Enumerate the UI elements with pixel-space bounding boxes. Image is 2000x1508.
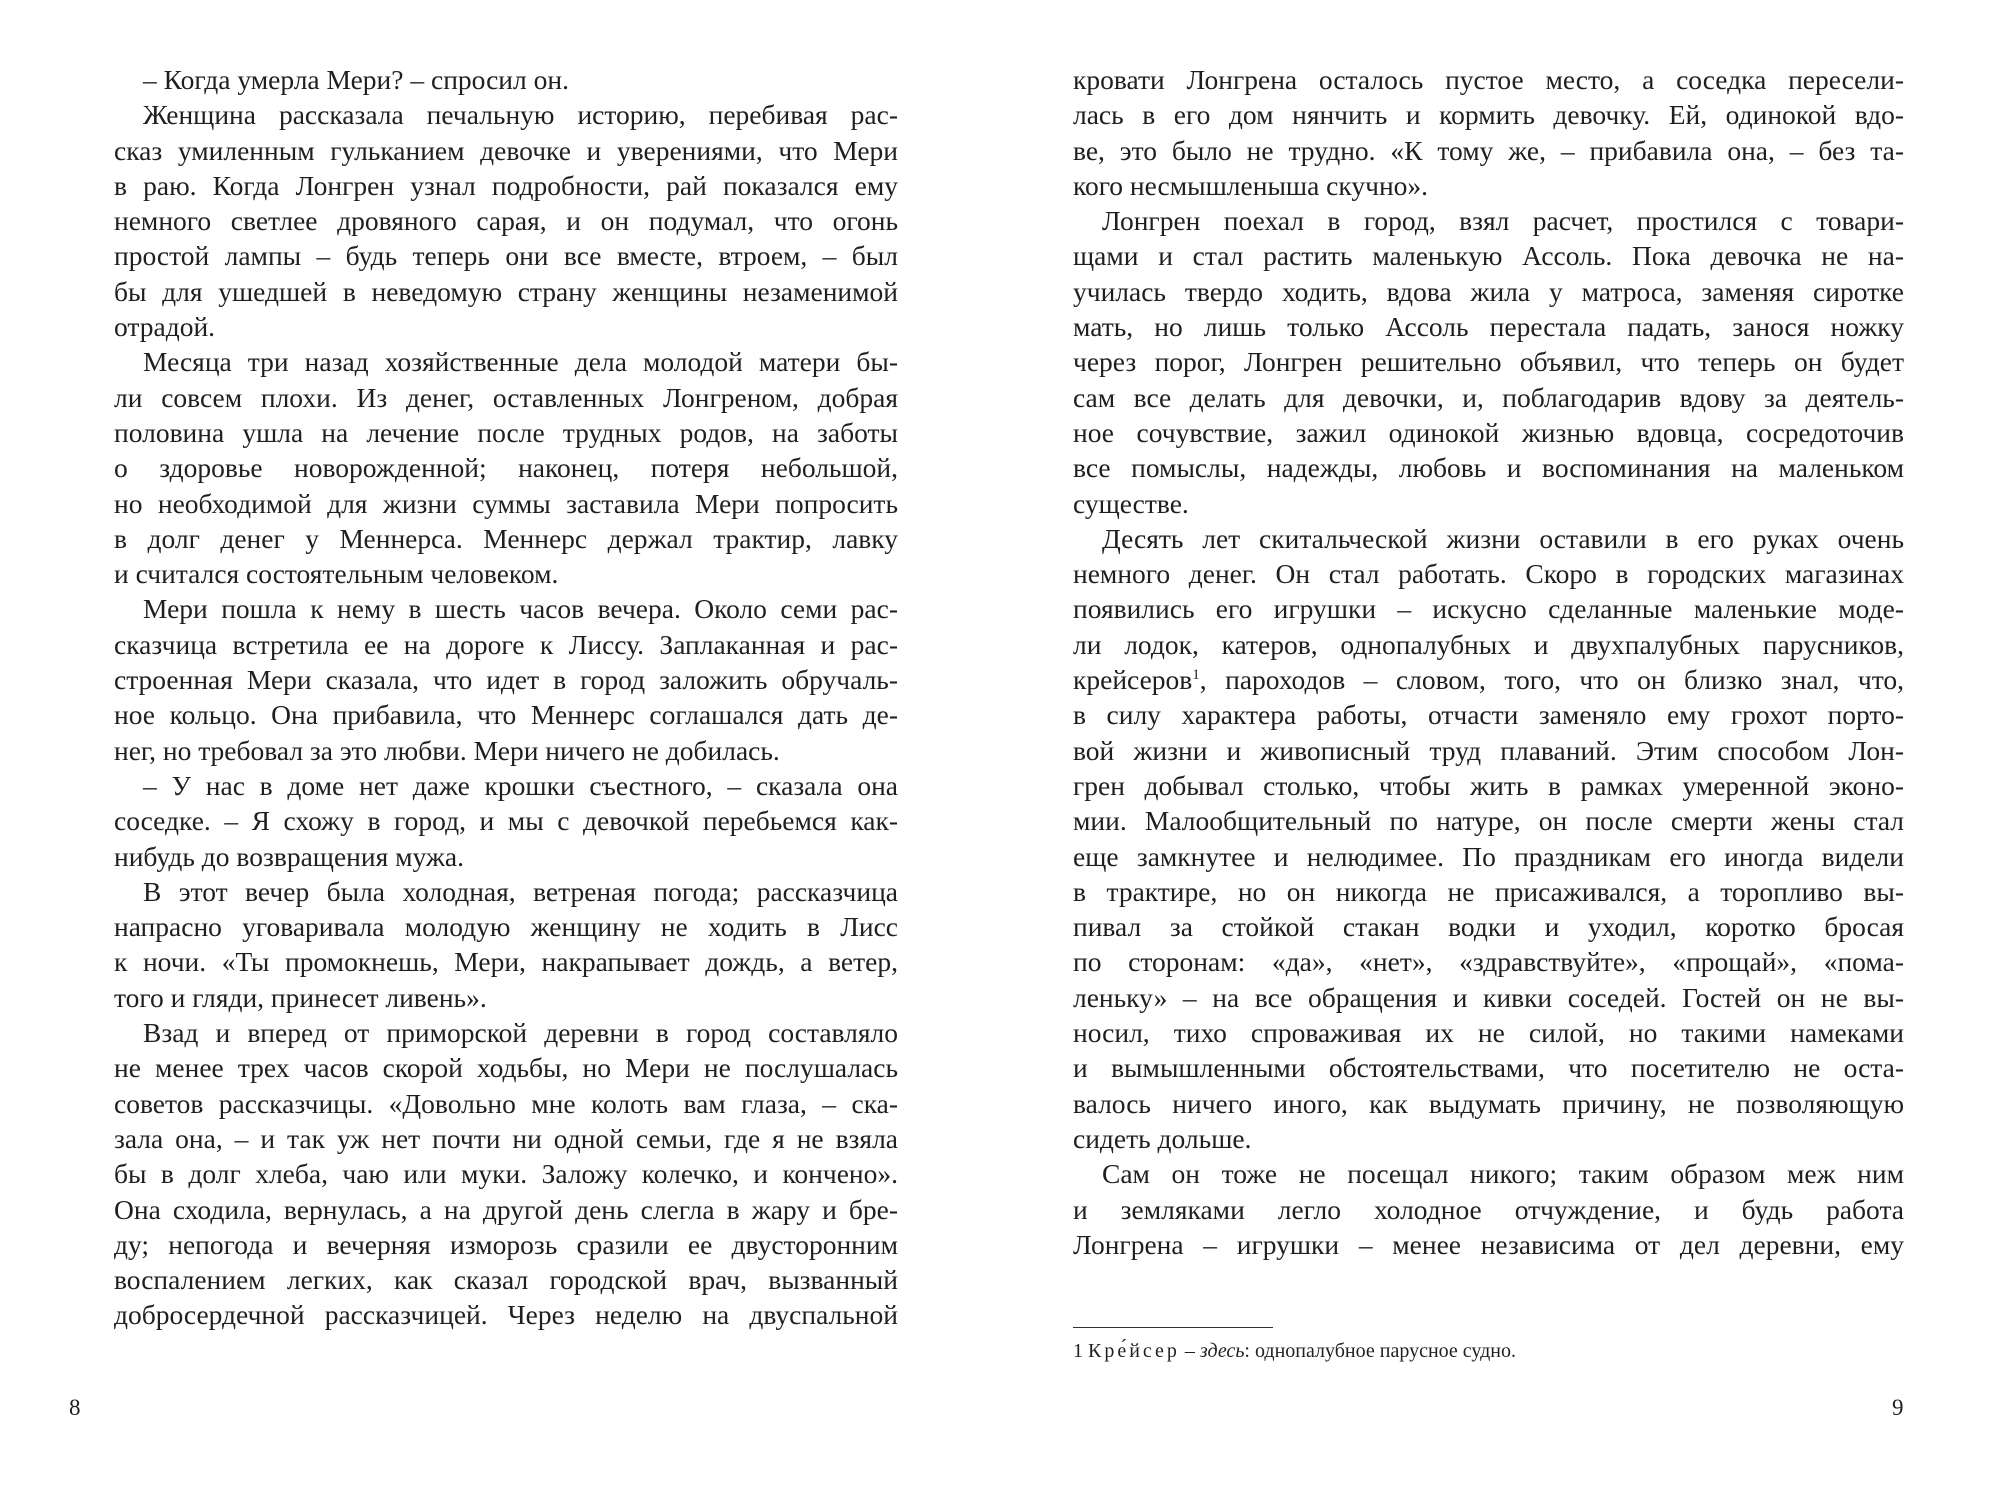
text-line: не менее трех часов скорой ходьбы, но Мери не послушалась <box>114 1052 898 1084</box>
text-line: немного денег. Он стал работать. Скоро в городских магазинах <box>1073 558 1904 590</box>
text-line: ное сочувствие, зажил одинокой жизнью вдовца, сосредоточив <box>1073 416 1904 448</box>
text-line: Лонгрен поехал в город, взял расчет, простился с товари- <box>1102 205 1904 237</box>
text-line: валось ничего иного, как выдумать причину, не позволяющую <box>1073 1087 1904 1119</box>
text-line: Она сходила, вернулась, а на другой день слегла в жару и бре- <box>114 1193 898 1225</box>
text-fragment: , пароходов – словом, того, что он близко знал, что, <box>1199 664 1904 696</box>
text-line: кого несмышленыша скучно». <box>1073 169 1429 201</box>
text-line: половина ушла на лечение после трудных родов, на заботы <box>114 416 898 448</box>
text-line: в трактире, но он никогда не присаживался, а торопливо вы- <box>1073 875 1904 907</box>
text-line: и считался состоятельным человеком. <box>114 558 559 590</box>
text-line: отрадой. <box>114 311 216 343</box>
text-line: нибудь до возвращения мужа. <box>114 840 464 872</box>
text-line: через порог, Лонгрен решительно объявил, что теперь он будет <box>1073 346 1904 378</box>
text-line: ве, это было не трудно. «К тому же, – прибавила она, – без та- <box>1073 134 1904 166</box>
text-line: В этот вечер была холодная, ветреная погода; рассказчица <box>143 875 898 907</box>
left-page-number: 8 <box>69 1395 81 1420</box>
text-line: носил, тихо спроваживая их не силой, но такими намеками <box>1073 1017 1904 1049</box>
text-fragment: крейсеров <box>1073 664 1193 696</box>
text-line: и земляками легло холодное отчуждение, и будь работа <box>1073 1193 1904 1225</box>
text-line: еще замкнутее и нелюдимее. По праздникам его иногда видели <box>1073 840 1904 872</box>
text-line: Месяца три назад хозяйственные дела молодой матери бы- <box>143 346 898 378</box>
text-line: немного светлее дровяного сарая, и он подумал, что огонь <box>114 205 898 237</box>
text-line: в раю. Когда Лонгрен узнал подробности, рай показался ему <box>114 169 898 201</box>
text-line: воспалением легких, как сказал городской врач, вызванный <box>114 1264 898 1296</box>
text-line: по сторонам: «да», «нет», «здравствуйте», «прощай», «пома- <box>1073 946 1904 978</box>
footnote-marker: 1 <box>1073 1340 1083 1362</box>
text-line: ли совсем плохи. Из денег, оставленных Лонгреном, добрая <box>114 381 898 413</box>
text-line: к ночи. «Ты промокнешь, Мери, накрапывает дождь, а ветер, <box>114 946 898 978</box>
text-line: пивал за стойкой стакан водки и уходил, коротко бросая <box>1073 911 1904 943</box>
text-line: Женщина рассказала печальную историю, перебивая рас- <box>143 99 898 131</box>
text-line: леньку» – на все обращения и кивки соседей. Гостей он не вы- <box>1073 981 1904 1013</box>
text-line: и вымышленными обстоятельствами, что посетителю не оста- <box>1073 1052 1904 1084</box>
footnote-dash: – <box>1179 1340 1200 1362</box>
footnote-definition: : однопалубное парусное судно. <box>1244 1340 1517 1362</box>
text-line <box>1073 662 1904 697</box>
text-line: Сам он тоже не посещал никого; таким образом меж ним <box>1102 1158 1904 1190</box>
text-line: Взад и вперед от приморской деревни в город составляло <box>143 1017 898 1049</box>
text-line: Мери пошла к нему в шесть часов вечера. Около семи рас- <box>143 593 898 625</box>
footnote-term: Кре́йсер <box>1088 1340 1180 1362</box>
text-line: мии. Малообщительный по натуре, он после смерти жены стал <box>1073 805 1904 837</box>
text-line: о здоровье новорожденной; наконец, потеря небольшой, <box>114 452 898 484</box>
text-line: в силу характера работы, отчасти заменяло ему грохот порто- <box>1073 699 1904 731</box>
text-line: сказ умиленным гульканием девочке и уверениями, что Мери <box>114 134 898 166</box>
text-line: – Когда умерла Мери? – спросил он. <box>143 64 569 95</box>
footnote-qualifier: здесь <box>1199 1340 1245 1362</box>
left-page-text <box>114 62 898 1333</box>
text-line: простой лампы – будь теперь они все вместе, втроем, – был <box>114 240 898 272</box>
text-line: мать, но лишь только Ассоль перестала падать, занося ножку <box>1073 311 1904 343</box>
text-line: Лонгрена – игрушки – менее независима от дел деревни, ему <box>1073 1228 1904 1260</box>
text-line: грен добывал столько, чтобы жить в рамках умеренной эконо- <box>1073 769 1904 801</box>
text-line: напрасно уговаривала молодую женщину не ходить в Лисс <box>114 911 898 943</box>
text-line: щами и стал растить маленькую Ассоль. Пока девочка не на- <box>1073 240 1904 272</box>
text-line: вой жизни и живописный труд плаваний. Этим способом Лон- <box>1073 734 1904 766</box>
text-line: Десять лет скитальческой жизни оставили в его руках очень <box>1102 522 1904 554</box>
text-line: лась в его дом нянчить и кормить девочку. Ей, одинокой вдо- <box>1073 99 1904 131</box>
text-line: бы для ушедшей в неведомую страну женщины незаменимой <box>114 275 898 307</box>
text-line: зала она, – и так уж нет почти ни одной семьи, где я не взяла <box>114 1122 898 1154</box>
text-line: бы в долг хлеба, чаю или муки. Заложу колечко, и кончено». <box>114 1158 898 1190</box>
text-line: ду; непогода и вечерняя изморозь сразили ее двусторонним <box>114 1228 898 1260</box>
footnote-rule <box>1073 1327 1273 1328</box>
right-page-number: 9 <box>1892 1395 1904 1420</box>
text-line: все помыслы, надежды, любовь и воспоминания на маленьком <box>1073 452 1904 484</box>
text-line: кровати Лонгрена осталось пустое место, а соседка пересели- <box>1073 64 1904 95</box>
text-line: того и гляди, принесет ливень». <box>114 981 487 1013</box>
text-line: советов рассказчицы. «Довольно мне колоть вам глаза, – ска- <box>114 1087 898 1119</box>
text-line: сидеть дольше. <box>1073 1122 1252 1154</box>
text-line: появились его игрушки – искусно сделанные маленькие моде- <box>1073 593 1904 625</box>
text-line: сам все делать для девочки, и, поблагодарив вдову за деятель- <box>1073 381 1904 413</box>
text-line: сказчица встретила ее на дороге к Лиссу. Заплаканная и рас- <box>114 628 898 660</box>
text-line: ли лодок, катеров, однопалубных и двухпалубных парусников, <box>1073 628 1904 660</box>
text-line: ное кольцо. Она прибавила, что Меннерс соглашался дать де- <box>114 699 898 731</box>
text-line: добросердечной рассказчицей. Через неделю на двуспальной <box>114 1299 898 1331</box>
right-page-text <box>1073 62 1904 1262</box>
text-line: соседке. – Я схожу в город, и мы с девочкой перебьемся как- <box>114 805 898 837</box>
text-line: но необходимой для жизни суммы заставила Мери попросить <box>114 487 898 519</box>
footnote <box>1073 1340 1516 1363</box>
text-line: нег, но требовал за это любви. Мери ничего не добилась. <box>114 734 780 766</box>
text-line: в долг денег у Меннерса. Меннерс держал трактир, лавку <box>114 522 898 554</box>
text-line: строенная Мери сказала, что идет в город заложить обручаль- <box>114 664 898 696</box>
text-line: существе. <box>1073 487 1189 519</box>
text-line: – У нас в доме нет даже крошки съестного, – сказала она <box>143 769 898 801</box>
footnote-reference: 1 <box>1192 667 1200 684</box>
text-line: училась твердо ходить, вдова жила у матроса, заменяя сиротке <box>1073 275 1904 307</box>
